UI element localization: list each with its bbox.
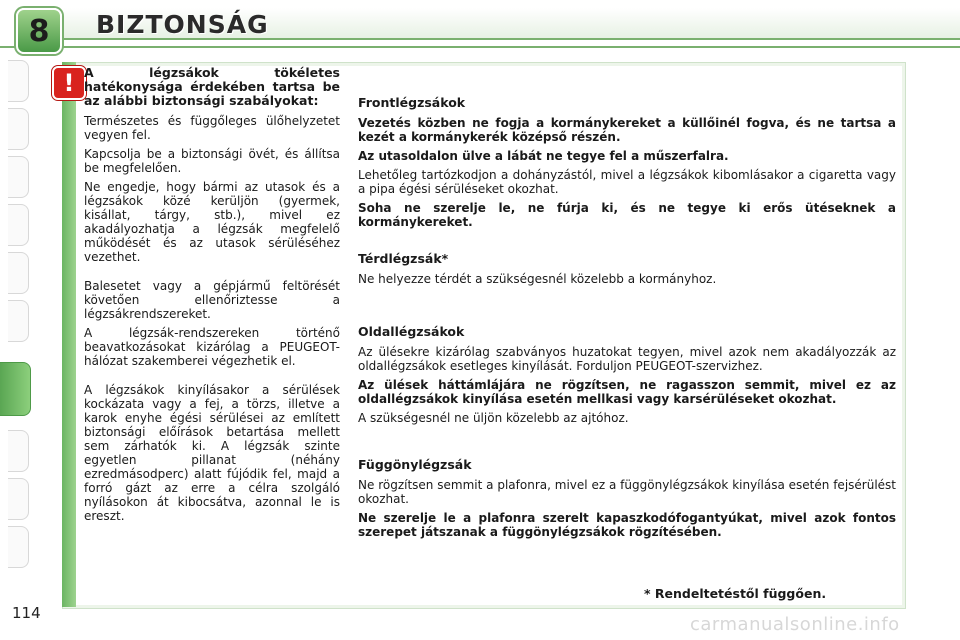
section-title-side: Oldallégzsákok	[358, 324, 465, 339]
section-title-front: Frontlégzsákok	[358, 95, 466, 110]
chapter-tab[interactable]	[8, 526, 29, 568]
knee-paragraph: Ne helyezze térdét a szükségesnél közelebb a kormányhoz.	[358, 272, 717, 286]
chapter-tab[interactable]	[8, 60, 29, 102]
chapter-number-badge: 8	[16, 8, 62, 54]
warning-paragraph: Ne engedje, hogy bármi az utasok és a légzsákok közé kerüljön (gyermek, kisállat, tárgy, stb.), mivel ez akadályozhatja a légzsák megfelelő működését és az utasok sérüléséhez vezethet.	[84, 180, 340, 264]
watermark: carmanualsonline.info	[690, 614, 900, 635]
footnote: * Rendeltetéstől függően.	[644, 586, 827, 601]
chapter-tab-strip	[0, 60, 36, 580]
section-title-curtain: Függönylégzsák	[358, 457, 472, 472]
panel-rail	[62, 62, 76, 607]
warning-paragraph: Kapcsolja be a biztonsági övét, és állítsa be megfelelően.	[84, 147, 340, 175]
warning-paragraph: A légzsák-rendszereken történő beavatkozásokat kizárólag a PEUGEOT-hálózat szakemberei végezhetik el.	[84, 326, 340, 368]
chapter-tab[interactable]	[8, 156, 29, 198]
side-paragraph: Az ülések háttámlájára ne rögzítsen, ne ragasszon semmit, mivel ez az oldallégzsákok kinyílása esetén mellkasi vagy karsérüléseket okozhat.	[358, 378, 896, 406]
curtain-paragraph: Ne szerelje le a plafonra szerelt kapaszkodófogantyúkat, mivel azok fontos szerepet játszanak a függönylégzsákok rögzítésében.	[358, 511, 896, 539]
warning-title: A légzsákok tökéletes hatékonysága érdekében tartsa be az alábbi biztonsági szabályokat:	[84, 65, 340, 108]
banner-divider	[0, 46, 960, 48]
curtain-paragraph: Ne rögzítsen semmit a plafonra, mivel ez a függönylégzsákok kinyílása esetén fejsérülést okozhat.	[358, 478, 896, 506]
chapter-tab[interactable]	[8, 430, 29, 472]
side-paragraph: Az ülésekre kizárólag szabványos huzatokat tegyen, mivel azok nem akadályozzák az oldallégzsákok esetleges kinyílását. Forduljon PEUGEOT-szervizhez.	[358, 345, 896, 373]
warning-column	[84, 66, 340, 528]
chapter-tab[interactable]	[8, 108, 29, 150]
front-paragraph: Soha ne szerelje le, ne fúrja ki, és ne tegye ki erős ütéseknek a kormánykereket.	[358, 201, 896, 229]
chapter-tab[interactable]	[8, 204, 29, 246]
warning-paragraph: A légzsákok kinyílásakor a sérülések kockázata vagy a fej, a törzs, illetve a karok enyhe égési sérülései az említett biztonsági előírások betartása mellett sem zárhatók ki. A légzsák szinte egyetlen pillanat (néhány ezredmásodperc) alatt fújódik fel, majd a forró gázt az erre a célra szolgáló nyílásokon át kibocsátva, azonnal le is ereszt.	[84, 383, 340, 523]
side-paragraph: A szükségesnél ne üljön közelebb az ajtóhoz.	[358, 411, 629, 425]
front-paragraph: Az utasoldalon ülve a lábát ne tegye fel a műszerfalra.	[358, 149, 729, 163]
warning-icon: !	[52, 66, 86, 100]
instructions-column	[358, 96, 896, 544]
chapter-tab-active[interactable]	[0, 362, 31, 416]
chapter-tab[interactable]	[8, 252, 29, 294]
chapter-banner	[0, 0, 960, 50]
warning-paragraph: Természetes és függőleges ülőhelyzetet vegyen fel.	[84, 114, 340, 142]
chapter-title: BIZTONSÁG	[96, 10, 269, 39]
page-number: 114	[12, 604, 41, 622]
warning-paragraph: Balesetet vagy a gépjármű feltörését követően ellenőriztesse a légzsákrendszereket.	[84, 279, 340, 321]
section-title-knee: Térdlégzsák*	[358, 251, 449, 266]
chapter-tab[interactable]	[8, 300, 29, 342]
front-paragraph: Vezetés közben ne fogja a kormánykereket a küllőinél fogva, és ne tartsa a kezét a kormánykerék középső részén.	[358, 116, 896, 144]
front-paragraph: Lehetőleg tartózkodjon a dohányzástól, mivel a légzsákok kibomlásakor a cigaretta vagy a pipa égési sérüléseket okozhat.	[358, 168, 896, 196]
chapter-tab[interactable]	[8, 478, 29, 520]
